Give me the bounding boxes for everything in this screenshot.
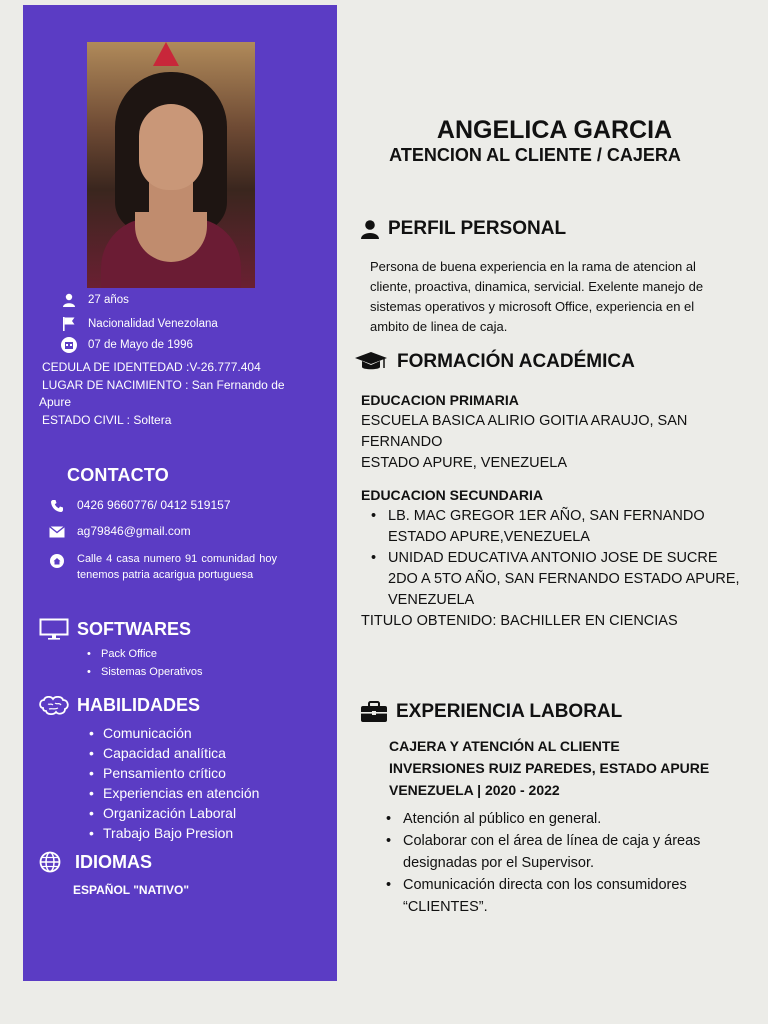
skills-heading: HABILIDADES: [77, 695, 201, 715]
list-item: • Colaborar con el área de línea de caja y áreas designadas por el Supervisor.: [376, 830, 700, 874]
list-item: • Pensamiento crítico: [85, 763, 259, 783]
experience-heading-row: [360, 701, 622, 723]
flag-icon: [60, 315, 78, 333]
email-row: [49, 524, 191, 540]
envelope-icon: [49, 524, 65, 540]
softwares-list: [83, 645, 202, 681]
phone-text: 0426 9660776/ 0412 519157: [77, 498, 231, 512]
person-icon: [360, 219, 380, 239]
birthdate-text: 07 de Mayo de 1996: [88, 339, 193, 351]
profile-heading: PERFIL PERSONAL: [388, 218, 567, 239]
home-icon: [49, 553, 65, 569]
secondary-label: EDUCACION SECUNDARIA: [361, 487, 544, 503]
civil-status-text: ESTADO CIVIL : Soltera: [42, 413, 172, 427]
profile-text: Persona de buena experiencia en la rama de atencion al cliente, proactiva, dinamica, servicial. Exelente manejo de sistemas operativos y microsoft Office, experiencia en el ambito de linea de caja.: [370, 259, 704, 334]
language-value: ESPAÑOL "NATIVO": [73, 883, 190, 897]
list-item: • Capacidad analítica: [85, 743, 259, 763]
list-item: • Experiencias en atención: [85, 783, 259, 803]
list-item: • Comunicación directa con los consumidores “CLIENTES”.: [376, 874, 700, 918]
age-row: [60, 291, 129, 309]
email-text: ag79846@gmail.com: [77, 524, 191, 538]
phone-row: [49, 498, 231, 514]
monitor-icon: [39, 618, 69, 640]
person-icon: [60, 291, 78, 309]
list-item: • Pack Office: [83, 645, 202, 663]
list-item: • LB. MAC GREGOR 1ER AÑO, SAN FERNANDO ESTADO APURE,VENEZUELA: [361, 506, 740, 548]
duties-list: [376, 808, 700, 918]
education-heading-row: [353, 351, 635, 373]
list-item: • Atención al público en general.: [376, 808, 700, 830]
list-item: • Trabajo Bajo Presion: [85, 823, 259, 843]
calendar-icon: [60, 336, 78, 354]
list-item: • UNIDAD EDUCATIVA ANTONIO JOSE DE SUCRE 2DO A 5TO AÑO, SAN FERNANDO ESTADO APURE, VENEZUELA: [361, 548, 740, 611]
degree-text: TITULO OBTENIDO: BACHILLER EN CIENCIAS: [361, 613, 678, 629]
experience-heading: EXPERIENCIA LABORAL: [396, 701, 623, 722]
page-title: ANGELICA GARCIA: [436, 116, 673, 144]
birthplace-line1: LUGAR DE NACIMIENTO : San Fernando de: [42, 378, 285, 392]
education-body: EDUCACION PRIMARIA ESCUELA BASICA ALIRIO GOITIA ARAUJO, SAN FERNANDO ESTADO APURE, VENEZUELA EDUCACION SECUNDARIA • LB. MAC GREGOR 1ER AÑO, SAN FERNANDO ESTADO APURE,VENEZUELA • UNIDAD EDUCATIVA ANTONIO JOSE DE SUCRE 2DO A 5TO AÑO, SAN FERNANDO ESTADO APURE, VENEZUELA TITULO OBTENIDO: BACHILLER EN CIENCIAS: [361, 390, 740, 632]
job-title: ATENCION AL CLIENTE / CAJERA: [389, 145, 681, 165]
secondary-list: [361, 506, 740, 611]
sidebar: [23, 5, 337, 981]
briefcase-icon: [360, 701, 388, 723]
languages-heading: IDIOMAS: [75, 851, 153, 872]
cedula-text: CEDULA DE IDENTEDAD :V-26.777.404: [42, 360, 261, 374]
profile-heading-row: [360, 218, 566, 240]
birthplace-line2: Apure: [39, 395, 72, 409]
list-item: • Organización Laboral: [85, 803, 259, 823]
phone-icon: [49, 498, 65, 514]
globe-icon: [39, 851, 61, 873]
languages-heading-row: [39, 851, 152, 873]
age-text: 27 años: [88, 294, 129, 306]
list-item: • Comunicación: [85, 723, 259, 743]
softwares-heading: SOFTWARES: [77, 618, 192, 639]
softwares-heading-row: [39, 618, 191, 640]
list-item: • Sistemas Operativos: [83, 663, 202, 681]
job-info: CAJERA Y ATENCIÓN AL CLIENTE INVERSIONES RUIZ PAREDES, ESTADO APURE VENEZUELA | 2020 - 2022: [389, 738, 710, 798]
skills-list: [85, 723, 259, 843]
address-text: Calle 4 casa numero 91 comunidad hoy tenemos patria acarigua portuguesa: [77, 553, 277, 581]
brain-icon: [39, 696, 69, 716]
nationality-row: [60, 315, 218, 333]
address-row: [49, 551, 277, 583]
birthdate-row: [60, 336, 193, 354]
nationality-text: Nacionalidad Venezolana: [88, 318, 218, 330]
graduation-cap-icon: [353, 351, 389, 373]
education-heading: FORMACIÓN ACADÉMICA: [397, 351, 635, 372]
skills-heading-row: [39, 695, 200, 716]
duties-body: [376, 808, 700, 918]
primary-label: EDUCACION PRIMARIA: [361, 392, 519, 408]
profile-photo: [87, 42, 255, 288]
contact-heading: CONTACTO: [67, 465, 169, 485]
